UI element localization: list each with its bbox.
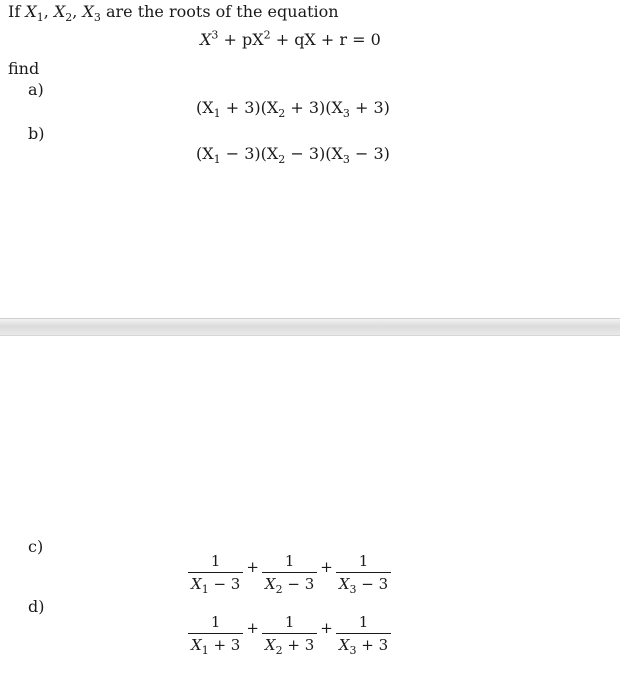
find-label: find — [8, 59, 40, 78]
sub-2: 2 — [65, 11, 73, 25]
eq-px: + pX — [218, 30, 264, 49]
d-f2-rest: + 3 — [282, 636, 315, 654]
c-f2-num: 1 — [284, 552, 295, 570]
b-t2: − 3)(X — [220, 144, 279, 163]
b-t4: − 3)(X — [285, 144, 343, 163]
d-f1-rest: + 3 — [208, 636, 241, 654]
a-t2: + 3)(X — [220, 98, 279, 117]
c-f1-num: 1 — [210, 552, 221, 570]
part-a-label: a) — [28, 80, 44, 99]
sub-1: 1 — [36, 11, 44, 25]
d-f2-sub: 2 — [275, 644, 283, 657]
a-s5: 3 — [342, 107, 350, 121]
a-t0: (X — [196, 98, 214, 117]
c-f2-den — [262, 572, 317, 596]
eq-exp2: 2 — [263, 28, 271, 42]
c-f2-x: X — [264, 575, 276, 593]
c-f1-sub: 1 — [201, 583, 209, 596]
b-s3: 2 — [278, 153, 286, 167]
sub-3: 3 — [93, 11, 101, 25]
d-f3-sub: 3 — [349, 644, 357, 657]
part-d-expression — [188, 613, 391, 657]
c-f3-rest: − 3 — [356, 575, 389, 593]
b-s1: 1 — [213, 153, 221, 167]
part-b-expression — [196, 144, 390, 167]
part-c-label: c) — [28, 537, 44, 556]
d-f2-den — [262, 633, 317, 657]
c-op-2: + — [320, 557, 333, 576]
d-fraction-3 — [336, 613, 391, 657]
c-f3-den — [336, 572, 391, 596]
c-fraction-3 — [336, 552, 391, 596]
eq-exp3: 3 — [211, 28, 219, 42]
d-f2-num: 1 — [284, 613, 295, 631]
part-b-label: b) — [28, 124, 45, 143]
c-fraction-2 — [262, 552, 317, 596]
d-fraction-2 — [262, 613, 317, 657]
c-op-1: + — [246, 557, 259, 576]
page-divider — [0, 318, 620, 336]
a-t4: + 3)(X — [285, 98, 343, 117]
d-f1-x: X — [191, 636, 202, 654]
c-f1-rest: − 3 — [208, 575, 241, 593]
d-f1-num: 1 — [210, 613, 221, 631]
a-t6: + 3) — [349, 98, 390, 117]
c-f1-den — [188, 572, 243, 596]
part-d-label: d) — [28, 597, 45, 616]
c-f3-sub: 3 — [349, 583, 357, 596]
a-s1: 1 — [213, 107, 221, 121]
d-f2-x: X — [264, 636, 276, 654]
d-op-1: + — [246, 618, 259, 637]
intro-suffix: are the roots of the equation — [105, 2, 339, 21]
part-a-expression — [196, 98, 390, 121]
root-x2: X — [53, 2, 66, 21]
cubic-equation — [200, 30, 381, 50]
c-f2-sub: 2 — [275, 583, 283, 596]
d-f3-x: X — [338, 636, 350, 654]
part-c-expression — [188, 552, 391, 596]
d-fraction-1 — [188, 613, 243, 657]
d-f3-den — [336, 633, 391, 657]
b-s5: 3 — [342, 153, 350, 167]
c-f1-x: X — [191, 575, 202, 593]
d-f1-sub: 1 — [201, 644, 209, 657]
d-f1-den — [188, 633, 243, 657]
c-f3-num: 1 — [358, 552, 369, 570]
c-f2-rest: − 3 — [282, 575, 315, 593]
root-x3: X — [82, 2, 94, 21]
b-t0: (X — [196, 144, 214, 163]
c-f3-x: X — [338, 575, 350, 593]
a-s3: 2 — [278, 107, 286, 121]
eq-x: X — [200, 30, 212, 49]
d-f3-num: 1 — [358, 613, 369, 631]
intro-prefix: If — [8, 2, 21, 21]
b-t6: − 3) — [349, 144, 390, 163]
root-x1: X — [25, 2, 37, 21]
eq-rest: + qX + r = 0 — [270, 30, 381, 49]
intro-line: If $X_1$, $X_2$, $X_3$ are the roots of the equation — [8, 2, 339, 25]
c-fraction-1 — [188, 552, 243, 596]
d-op-2: + — [320, 618, 333, 637]
d-f3-rest: + 3 — [356, 636, 389, 654]
